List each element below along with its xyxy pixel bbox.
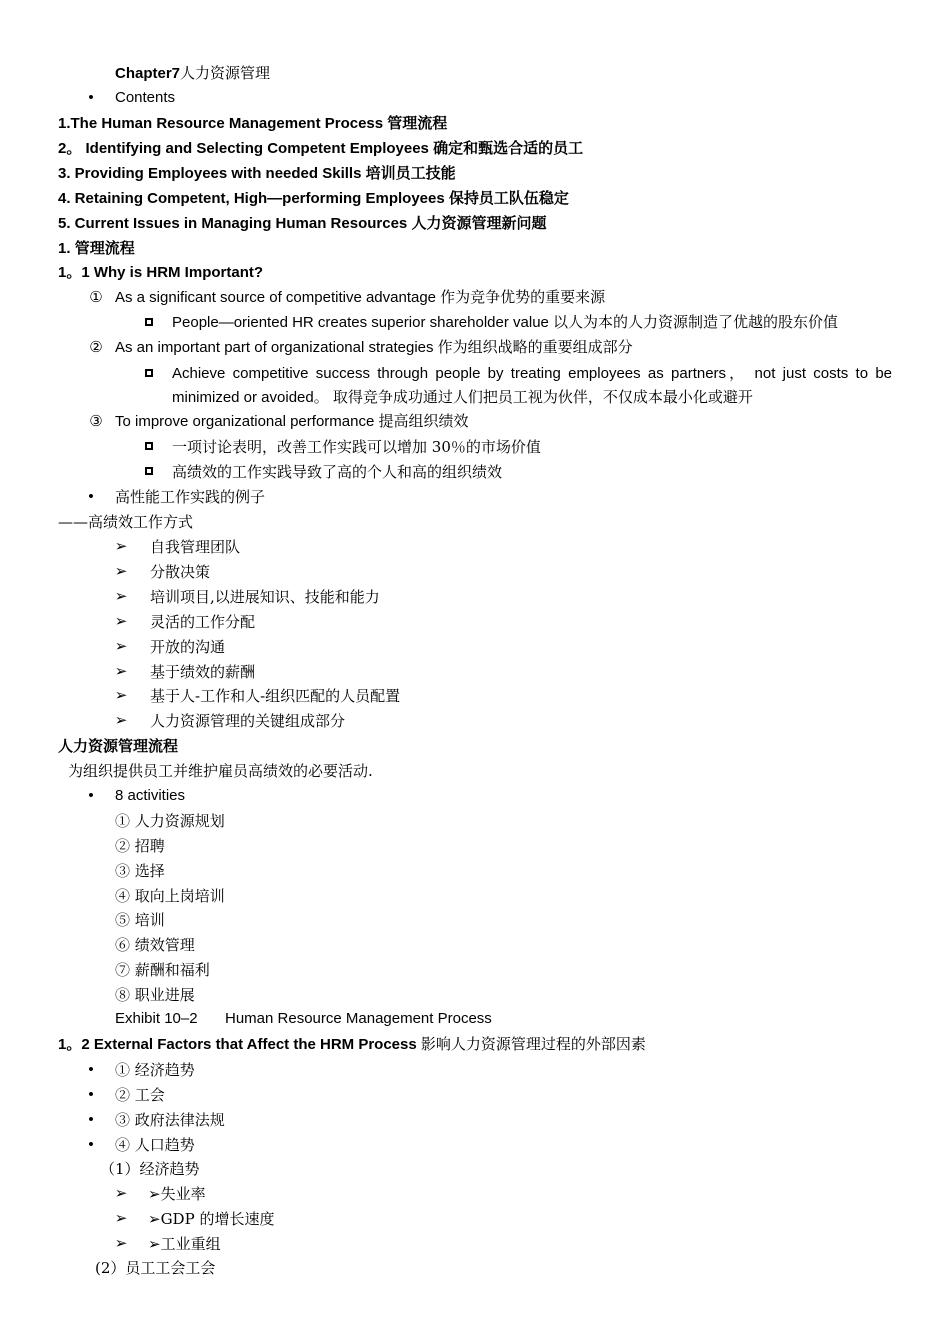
activity-item: ① 人力资源规划 (115, 812, 225, 830)
contents-item-4: 4. Retaining Competent, High—performing Employees 保持员工队伍稳定 (58, 189, 569, 207)
section-1-1-heading: 1。1 Why is HRM Important? (58, 264, 264, 281)
reason-2-marker: ② (89, 339, 103, 356)
bullet: • (88, 1111, 94, 1128)
square-bullet-icon (145, 442, 153, 450)
reason-3-marker: ③ (89, 413, 103, 430)
reason-1-marker: ① (89, 289, 103, 306)
examples-title: 高性能工作实践的例子 (115, 488, 266, 506)
activity-item: ② 招聘 (115, 837, 165, 855)
title-en: Chapter7 (115, 65, 181, 82)
process-description: 为组织提供员工并维护雇员高绩效的必要活动. (68, 762, 373, 780)
activity-item: ⑧ 职业进展 (115, 986, 195, 1004)
square-bullet-icon (145, 318, 153, 326)
exhibit-title: Human Resource Management Process (225, 1010, 492, 1027)
square-bullet-icon (145, 369, 153, 377)
arrow-bullet-icon: ➢ (114, 638, 128, 655)
dash-title: ——高绩效工作方式 (58, 513, 194, 531)
arrow-bullet-icon: ➢ (114, 663, 128, 680)
arrow-bullet-icon: ➢ (114, 1235, 128, 1252)
section-1-heading: 1. 管理流程 (58, 239, 135, 257)
activity-item: ⑤ 培训 (115, 911, 165, 929)
arrow-bullet-icon: ➢ (114, 687, 128, 704)
bullet: • (88, 488, 94, 505)
arrow-bullet-icon: ➢ (114, 563, 128, 580)
contents-item-2: 2。 Identifying and Selecting Competent Employees 确定和甄选合适的员工 (58, 139, 584, 157)
exhibit-number: Exhibit 10–2 (115, 1010, 198, 1027)
activity-item: ④ 取向上岗培训 (115, 887, 225, 905)
page-title (115, 63, 270, 84)
process-heading: 人力资源管理流程 (58, 737, 179, 755)
econ-heading: （1）经济趋势 (100, 1160, 200, 1178)
square-bullet-icon (145, 467, 153, 475)
bullet: • (88, 787, 94, 804)
bullet: • (88, 1136, 94, 1153)
activity-item: ③ 选择 (115, 862, 165, 880)
contents-item-1: 1.The Human Resource Management Process 管理流程 (58, 114, 448, 132)
arrow-bullet-icon: ➢ (114, 588, 128, 605)
reason-2-text: As an important part of organizational strategies 作为组织战略的重要组成部分 (115, 339, 633, 356)
bullet: • (88, 1086, 94, 1103)
arrow-bullet-icon: ➢ (114, 1185, 128, 1202)
activity-item: ⑦ 薪酬和福利 (115, 961, 210, 979)
reason-3-text: To improve organizational performance 提高组织绩效 (115, 413, 469, 430)
section-1-2-heading: 1。2 External Factors that Affect the HRM Process 影响人力资源管理过程的外部因素 (58, 1035, 646, 1053)
activity-item: ⑥ 绩效管理 (115, 936, 195, 954)
arrow-bullet-icon: ➢ (114, 538, 128, 555)
contents-label: Contents (115, 89, 176, 106)
bullet: • (88, 1061, 94, 1078)
title-cn: 人力资源管理 (180, 64, 271, 82)
union-heading: (2）员工工会工会 (95, 1259, 216, 1277)
bullet: • (88, 89, 94, 106)
arrow-bullet-icon: ➢ (114, 1210, 128, 1227)
contents-item-5: 5. Current Issues in Managing Human Resources 人力资源管理新问题 (58, 214, 547, 232)
arrow-bullet-icon: ➢ (114, 613, 128, 630)
contents-item-3: 3. Providing Employees with needed Skills 培训员工技能 (58, 164, 456, 182)
arrow-bullet-icon: ➢ (114, 712, 128, 729)
reason-1-text: As a significant source of competitive advantage 作为竞争优势的重要来源 (115, 289, 606, 306)
activities-label: 8 activities (115, 787, 186, 804)
